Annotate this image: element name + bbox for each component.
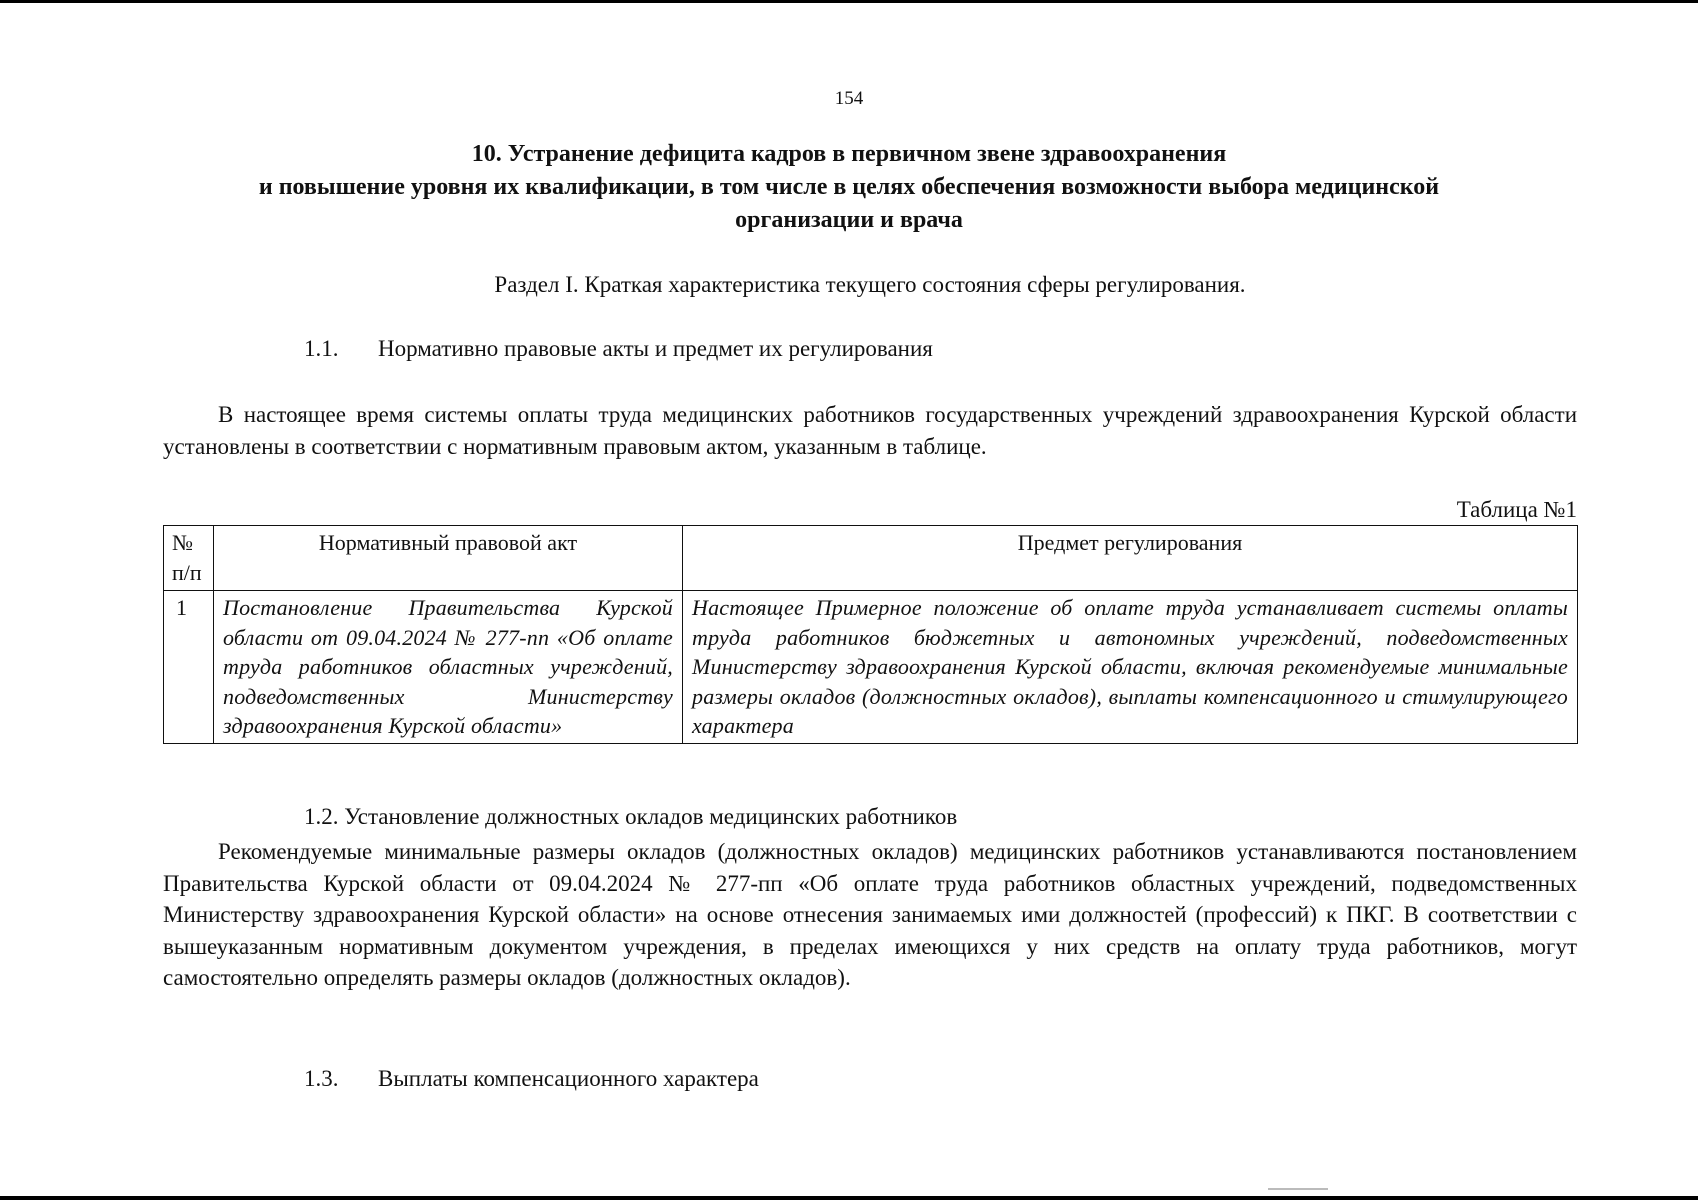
table-label: Таблица №1: [1456, 497, 1577, 522]
page-border-top: [0, 0, 1698, 3]
subsection-label: Выплаты компенсационного характера: [378, 1066, 759, 1091]
header-num: № п/п: [164, 526, 214, 591]
subsection-1-1-heading: [304, 336, 933, 362]
header-subject: Предмет регулирования: [683, 526, 1578, 591]
table-row: [164, 591, 1578, 744]
page-border-bottom: [0, 1196, 1698, 1200]
scan-artifact: [1268, 1188, 1328, 1190]
cell-subject: Настоящее Примерное положение об оплате труда устанавливает системы оплаты труда работников бюджетных и автономных учреждений, подведомственных Министерству здравоохранения Курской области, включая рекомендуемые минимальные размеры окладов (должностных окладов), выплаты компенсационного и стимулирующего характера: [683, 591, 1578, 744]
subsection-1-2-heading: 1.2. Установление должностных окладов медицинских работников: [304, 804, 958, 829]
subsection-number: 1.1.: [304, 336, 339, 361]
document-title: [150, 138, 1548, 237]
subsection-number: 1.3.: [304, 1066, 339, 1091]
page-number: 154: [834, 88, 864, 109]
paragraph-salaries: Рекомендуемые минимальные размеры окладов (должностных окладов) медицинских работников устанавливаются постановлением Правительства Курской области от 09.04.2024 № 277-пп «Об оплате труда работников областных учреждений, подведомственных Министерству здравоохранения Курской области» на основе отнесения занимаемых ими должностей (профессий) к ПКГ. В соответствии с вышеуказанным нормативным документом учреждения, в пределах имеющихся у них средств на оплату труда работников, могут самостоятельно определять размеры окладов (должностных окладов).: [163, 839, 1577, 990]
table-header-row: [164, 526, 1578, 591]
title-line-3: организации и врача: [735, 207, 963, 233]
regulation-table: [163, 525, 1578, 744]
cell-num: 1: [164, 591, 214, 744]
header-act: Нормативный правовой акт: [214, 526, 683, 591]
title-line-1: 10. Устранение дефицита кадров в первичном звене здравоохранения: [471, 141, 1227, 167]
title-line-2: и повышение уровня их квалификации, в том числе в целях обеспечения возможности выбора медицинской: [258, 174, 1440, 200]
subsection-1-3-heading: [304, 1066, 759, 1092]
paragraph-intro: В настоящее время системы оплаты труда медицинских работников государственных учреждений здравоохранения Курской области установлены в соответствии с нормативным правовым актом, указанным в таблице.: [163, 402, 1577, 459]
cell-act: Постановление Правительства Курской области от 09.04.2024 № 277-пп «Об оплате труда работников областных учреждений, подведомственных Министерству здравоохранения Курской области»: [214, 591, 683, 744]
subsection-label: Нормативно правовые акты и предмет их регулирования: [378, 336, 933, 361]
section-heading: Раздел I. Краткая характеристика текущего состояния сферы регулирования.: [494, 272, 1246, 297]
